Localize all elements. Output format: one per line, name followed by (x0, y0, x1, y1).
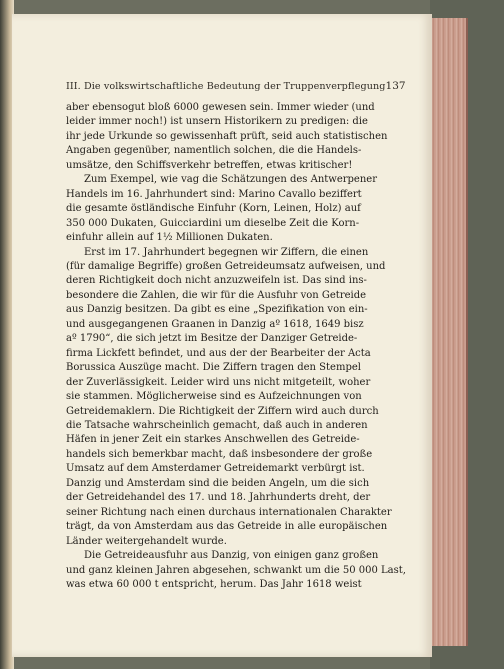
text-line: Länder weitergehandelt wurde. (66, 535, 227, 547)
text-line: und ausgegangenen Graanen in Danzig aº 1618, 1649 bisz (66, 318, 364, 330)
text-line: (für damalige Begriffe) großen Getreideumsatz aufweisen, und (66, 260, 386, 272)
text-line: aber ebensogut bloß 6000 gewesen sein. Immer wieder (und (66, 102, 375, 113)
text-line: trägt, da von Amsterdam aus das Getreide in alle europäischen (66, 521, 388, 533)
text-line: und ganz kleinen Jahren abgesehen, schwankt um die 50 000 Last, (66, 564, 406, 576)
text-line: sie stammen. Möglicherweise sind es Aufzeichnungen von (66, 391, 362, 403)
text-line: Borussica Auszüge macht. Die Ziffern tragen den Stempel (66, 362, 361, 374)
text-line: Angaben gegenüber, namentlich solchen, die die Handels- (66, 145, 362, 157)
text-line: deren Richtigkeit doch nicht anzuzweifeln ist. Das sind ins- (66, 275, 367, 287)
text-line: firma Lickfett befindet, und aus der der Bearbeiter der Acta (66, 347, 371, 359)
text-line: Danzig und Amsterdam sind die beiden Angeln, um die sich (66, 477, 370, 489)
text-line: einfuhr allein auf 1½ Millionen Dukaten. (66, 232, 273, 244)
text-line: Erst im 17. Jahrhundert begegnen wir Ziffern, die einen (84, 246, 369, 258)
text-line: umsätze, den Schiffsverkehr betreffen, etwas kritischer! (66, 159, 353, 171)
text-line: Getreidemaklern. Die Richtigkeit der Ziffern wird auch durch (66, 405, 379, 417)
text-line: ihr jede Urkunde so gewissenhaft prüft, seid auch statistischen (66, 130, 388, 142)
text-line: der Zuverlässigkeit. Leider wird uns nicht mitgeteilt, woher (66, 376, 371, 388)
page-block-edges (430, 18, 468, 646)
running-head (66, 80, 406, 92)
text-line: besondere die Zahlen, die wir für die Ausfuhr von Getreide (66, 289, 367, 301)
chapter-title: III. Die volkswirtschaftliche Bedeutung der Truppenverpflegung (66, 81, 386, 92)
page-number: 137 (385, 80, 406, 92)
paragraph (66, 246, 392, 550)
text-line: was etwa 60 000 t entspricht, herum. Das Jahr 1618 weist (66, 578, 362, 590)
text-line: leider immer noch!) ist unsern Historikern zu predigen: die (66, 116, 368, 128)
text-line: seiner Richtung nach einen durchaus internationalen Charakter (66, 506, 392, 518)
text-line: Die Getreideausfuhr aus Danzig, von einigen ganz großen (84, 550, 379, 562)
text-line: die Tatsache wahrscheinlich gemacht, daß auch in anderen (66, 419, 368, 431)
text-line: aº 1790“, die sich jetzt im Besitze der Danziger Getreide- (66, 333, 358, 345)
text-line: Handels im 16. Jahrhundert sind: Marino Cavallo beziffert (66, 188, 362, 200)
text-line: Häfen in jener Zeit ein starkes Anschwellen des Getreide- (66, 434, 360, 446)
text-line: aus Danzig besitzen. Da gibt es eine „Spezifikation von ein- (66, 304, 368, 316)
text-line: die gesamte östländische Einfuhr (Korn, Leinen, Holz) auf (66, 203, 361, 215)
text-line: 350 000 Dukaten, Guicciardini um dieselbe Zeit die Korn- (66, 217, 360, 229)
paragraph (66, 101, 388, 173)
text-line: handels sich bemerkbar macht, daß insbesondere der große (66, 448, 373, 460)
text-line: Zum Exempel, wie vag die Schätzungen des Antwerpener (84, 174, 377, 186)
text-line: Umsatz auf dem Amsterdamer Getreidemarkt verbürgt ist. (66, 463, 365, 475)
text-line: der Getreidehandel des 17. und 18. Jahrhunderts dreht, der (66, 492, 371, 504)
body-text (66, 101, 406, 592)
paragraph (66, 173, 377, 245)
paragraph (66, 549, 406, 592)
